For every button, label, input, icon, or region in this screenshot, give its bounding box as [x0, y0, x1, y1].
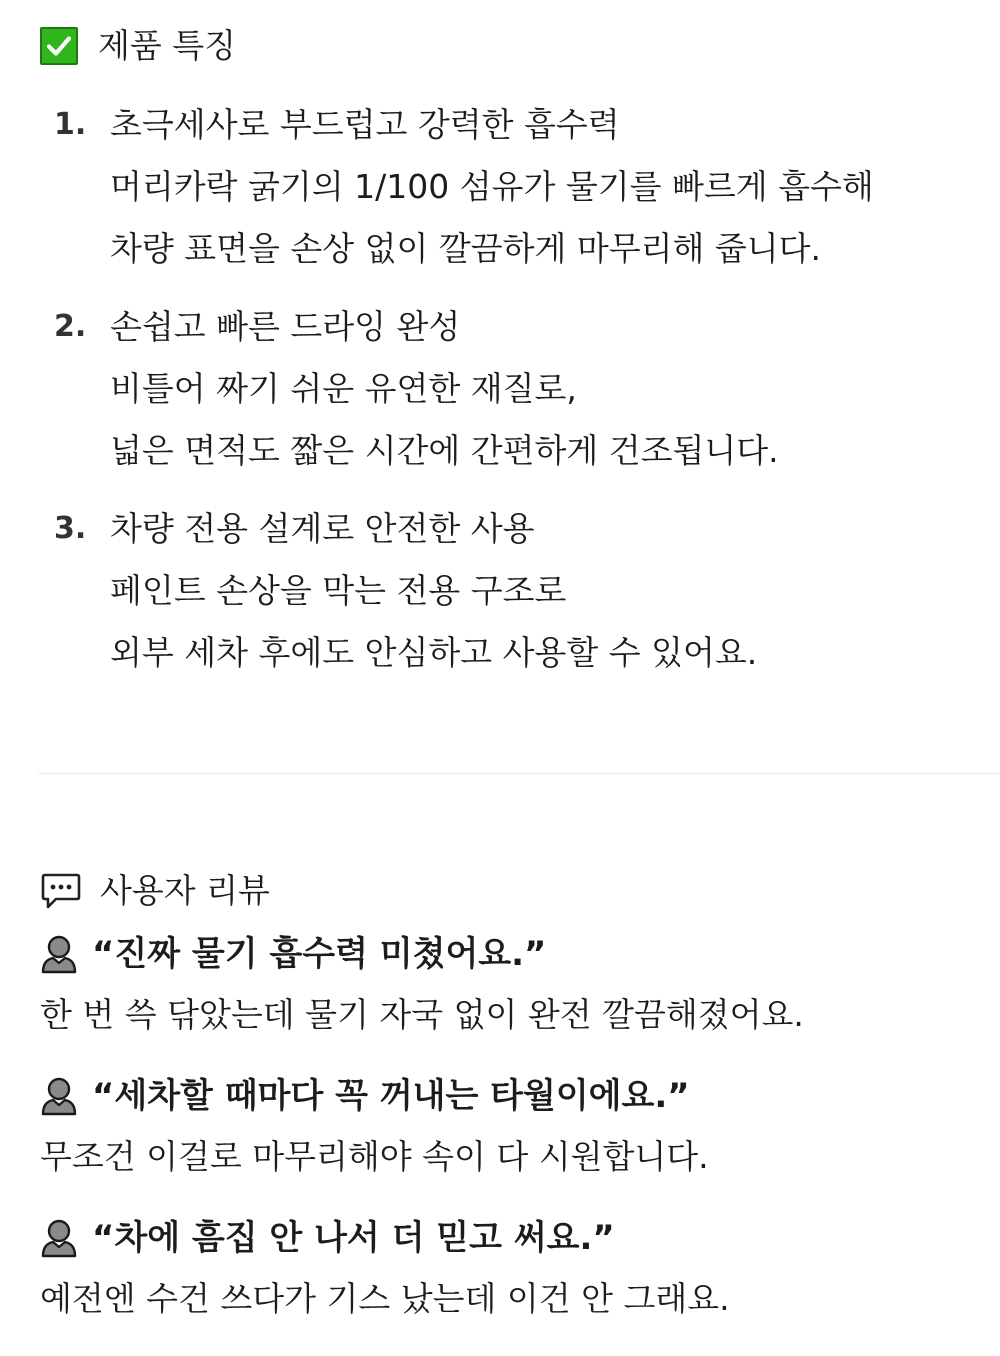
- feature-description-line: 넓은 면적도 짧은 시간에 간편하게 건조됩니다.: [110, 431, 779, 470]
- review-text: 한 번 쓱 닦았는데 물기 자국 없이 완전 깔끔해졌어요.: [40, 995, 804, 1034]
- review-quote: “차에 흠집 안 나서 더 믿고 써요.”: [92, 1218, 615, 1258]
- review-text: 예전엔 수건 쓰다가 기스 났는데 이건 안 그래요.: [40, 1279, 730, 1318]
- review-item-1: [40, 930, 980, 1072]
- feature-number: 3.: [54, 511, 87, 546]
- review-quote-row: [40, 930, 546, 978]
- review-quote: “세차할 때마다 꼭 꺼내는 타월이에요.”: [92, 1076, 690, 1116]
- reviews-heading: [40, 866, 980, 916]
- reviews-section: [40, 866, 980, 1318]
- feature-title: 차량 전용 설계로 안전한 사용: [110, 509, 535, 548]
- feature-item-1: [40, 102, 980, 304]
- review-item-3: [40, 1214, 980, 1356]
- section-divider: [38, 773, 1000, 774]
- feature-title: 초극세사로 부드럽고 강력한 흡수력: [110, 105, 620, 144]
- user-silhouette-icon: [40, 1218, 78, 1258]
- features-heading-text: 제품 특징: [98, 26, 237, 65]
- review-quote-row: [40, 1214, 615, 1262]
- feature-description-line: 비틀어 짜기 쉬운 유연한 재질로,: [110, 369, 577, 408]
- speech-bubble-icon: [40, 870, 82, 912]
- feature-description-line: 머리카락 굵기의 1/100 섬유가 물기를 빠르게 흡수해: [110, 167, 874, 206]
- feature-description-line: 페인트 손상을 막는 전용 구조로: [110, 571, 567, 610]
- feature-description-line: 차량 표면을 손상 없이 깔끔하게 마무리해 줍니다.: [110, 229, 821, 268]
- feature-title: 손쉽고 빠른 드라잉 완성: [110, 307, 461, 346]
- feature-number: 1.: [54, 107, 87, 142]
- review-list: [40, 930, 980, 1356]
- features-heading: [40, 24, 980, 68]
- feature-list: [40, 102, 980, 708]
- feature-number: 2.: [54, 309, 87, 344]
- review-item-2: [40, 1072, 980, 1214]
- review-text: 무조건 이걸로 마무리해야 속이 다 시원합니다.: [40, 1137, 709, 1176]
- feature-item-3: [40, 506, 980, 708]
- feature-description-line: 외부 세차 후에도 안심하고 사용할 수 있어요.: [110, 633, 758, 672]
- review-quote: “진짜 물기 흡수력 미쳤어요.”: [92, 934, 547, 974]
- reviews-heading-text: 사용자 리뷰: [100, 871, 270, 910]
- user-silhouette-icon: [40, 1076, 78, 1116]
- user-silhouette-icon: [40, 934, 78, 974]
- feature-item-2: [40, 304, 980, 506]
- features-section: [40, 24, 980, 672]
- review-quote-row: [40, 1072, 690, 1120]
- check-mark-icon: [40, 27, 78, 65]
